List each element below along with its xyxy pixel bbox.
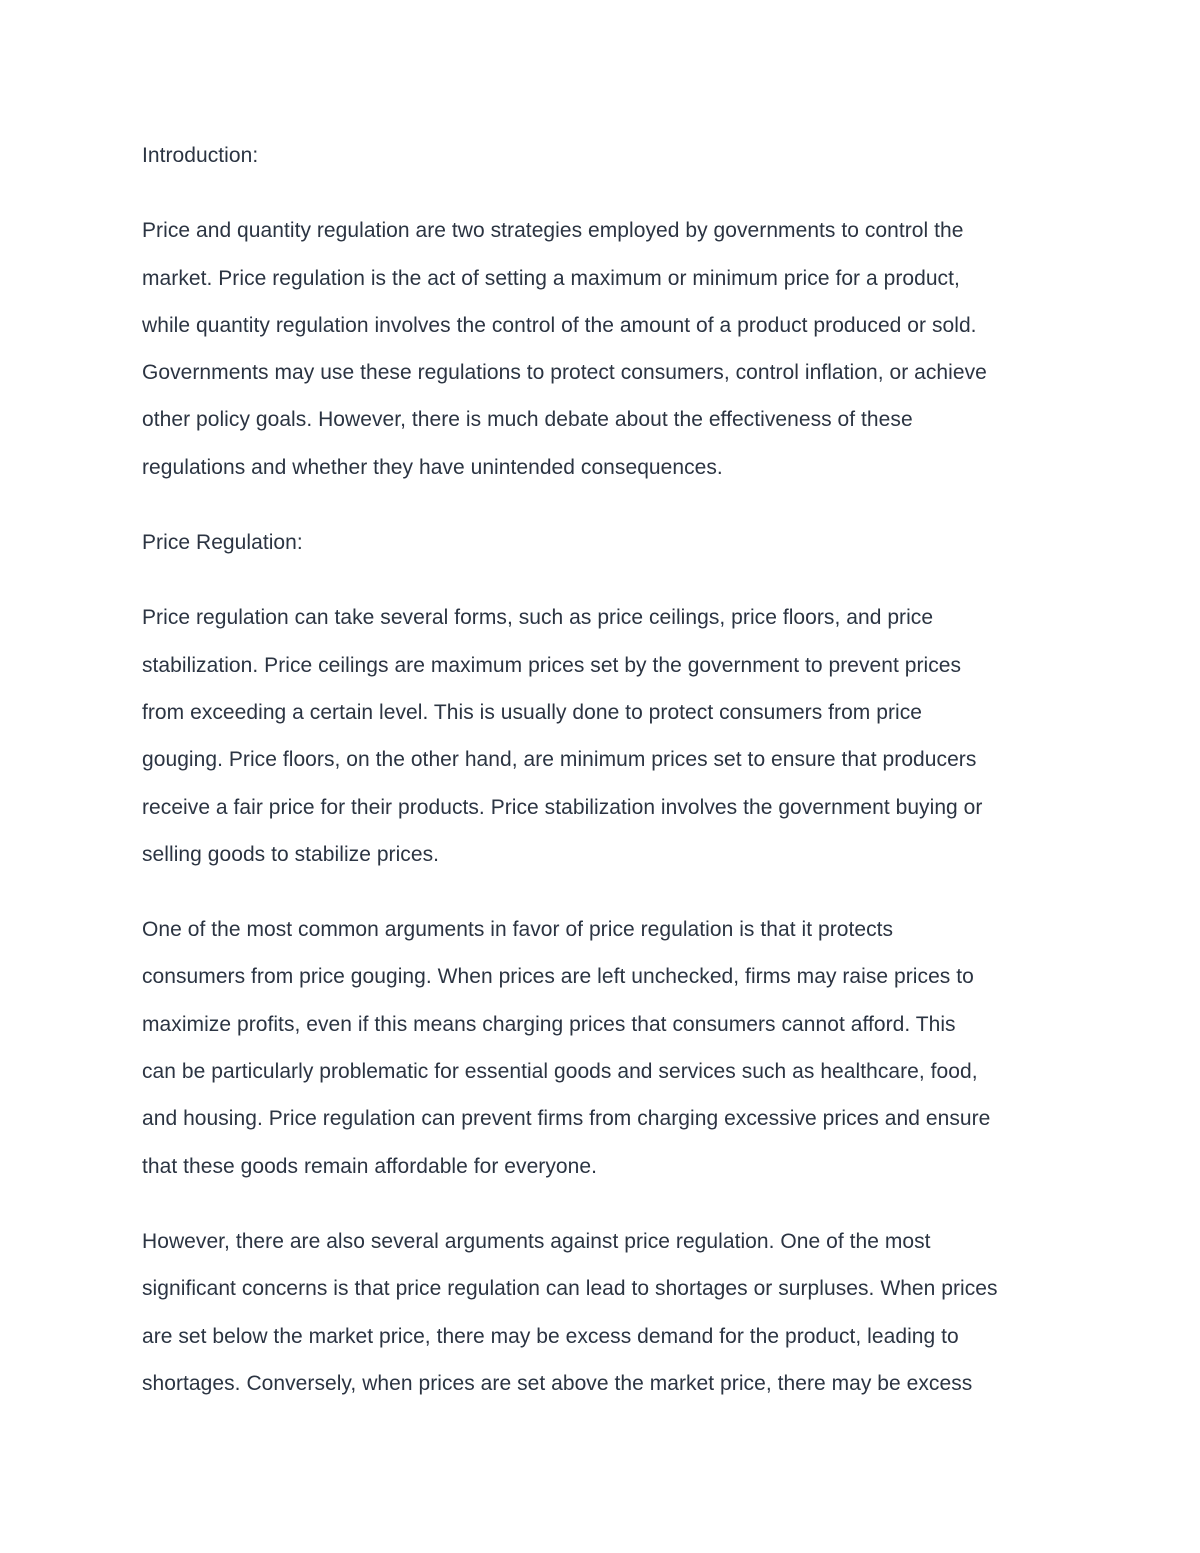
heading-text: Introduction:	[142, 144, 259, 167]
heading-text: Price Regulation:	[142, 531, 303, 555]
text-line: Governments may use these regulations to protect consumers, control inflation, or achieve	[142, 361, 987, 385]
text-line: One of the most common arguments in favor of price regulation is that it protects	[142, 918, 894, 942]
text-line: while quantity regulation involves the control of the amount of a product produced or sold.	[142, 313, 977, 337]
text-line: However, there are also several arguments against price regulation. One of the most	[142, 1229, 931, 1253]
text-line: consumers from price gouging. When prices are left unchecked, firms may raise prices to	[142, 965, 974, 989]
text-line: and housing. Price regulation can prevent firms from charging excessive prices and ensure	[142, 1107, 991, 1131]
document-body	[142, 132, 1072, 1435]
text-line: regulations and whether they have unintended consequences.	[142, 455, 723, 479]
section-heading	[142, 519, 1072, 566]
section-price-regulation	[142, 519, 1072, 1407]
text-line: Price regulation can take several forms, such as price ceilings, price floors, and price	[142, 606, 934, 630]
text-line: market. Price regulation is the act of setting a maximum or minimum price for a product,	[142, 266, 960, 290]
text-line: other policy goals. However, there is much debate about the effectiveness of these	[142, 408, 913, 432]
paragraph	[142, 594, 1072, 878]
text-line: Price and quantity regulation are two strategies employed by governments to control the	[142, 219, 964, 243]
text-line: from exceeding a certain level. This is usually done to protect consumers from price	[142, 700, 922, 724]
text-line: gouging. Price floors, on the other hand, are minimum prices set to ensure that producers	[142, 748, 977, 772]
text-line: selling goods to stabilize prices.	[142, 842, 440, 866]
text-line: that these goods remain affordable for everyone.	[142, 1154, 597, 1178]
section-introduction	[142, 132, 1072, 491]
text-line: maximize profits, even if this means charging prices that consumers cannot afford. This	[142, 1012, 956, 1036]
text-line: receive a fair price for their products. Price stabilization involves the government buying or	[142, 795, 983, 819]
section-heading	[142, 132, 1072, 179]
text-line: can be particularly problematic for essential goods and services such as healthcare, food,	[142, 1060, 978, 1084]
text-line: are set below the market price, there may be excess demand for the product, leading to	[142, 1324, 959, 1348]
text-line: significant concerns is that price regulation can lead to shortages or surpluses. When prices	[142, 1277, 998, 1301]
paragraph	[142, 906, 1072, 1190]
paragraph	[142, 207, 1072, 491]
text-line: stabilization. Price ceilings are maximum prices set by the government to prevent prices	[142, 653, 962, 677]
paragraph	[142, 1218, 1072, 1407]
text-line: shortages. Conversely, when prices are set above the market price, there may be excess	[142, 1371, 973, 1395]
